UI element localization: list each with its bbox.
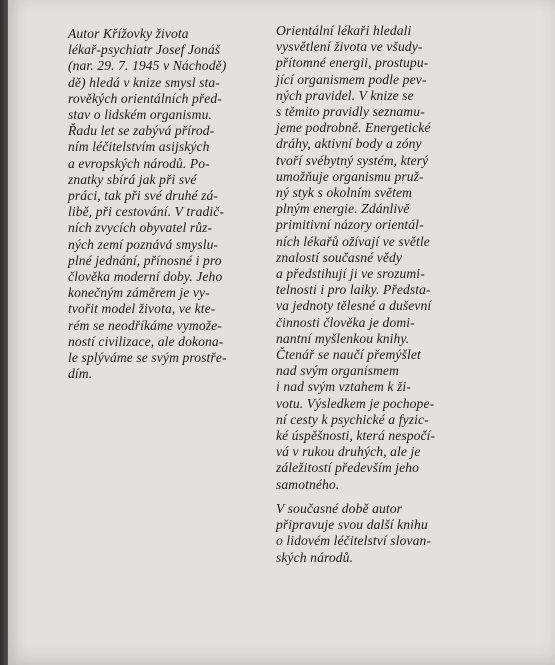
text-line: Čtenář se naučí přemýšlet <box>276 347 421 363</box>
text-line: ké úspěšnosti, která nespočí- <box>276 428 436 444</box>
text-line: jeme podrobně. Energetické <box>276 120 431 136</box>
text-line: ných pravidel. V knize se <box>276 87 414 103</box>
text-line: a evropských národů. Po- <box>68 155 210 171</box>
text-line: ním léčitelstvím asijských <box>68 139 210 155</box>
text-line: primitivní názory orientál- <box>276 217 424 233</box>
text-line: libě, při cestování. V tradič- <box>68 204 225 220</box>
text-line: votu. Výsledkem je pochope- <box>276 395 435 411</box>
paragraph <box>276 347 476 493</box>
text-line: rém se neodříkáme vymože- <box>68 317 222 333</box>
text-line: ný styk s okolním světem <box>276 185 413 201</box>
text-line: konečným záměrem je vy- <box>68 285 210 301</box>
text-line: ností civilizace, ale dokona- <box>68 333 224 349</box>
paragraph <box>276 501 476 566</box>
text-line: umožňuje organismu pruž- <box>276 168 424 184</box>
text-line: práci, tak při své druhé zá- <box>68 188 219 204</box>
text-line: stav o lidském organismu. <box>68 107 212 123</box>
text-line: Orientální lékaři hledali <box>276 23 412 38</box>
text-line: vá v rukou druhých, ale je <box>276 444 421 460</box>
paragraph-gap <box>276 493 476 501</box>
text-line: (nar. 29. 7. 1945 v Náchodě) <box>68 58 227 74</box>
text-line: o lidovém léčitelství slovan- <box>276 533 432 549</box>
text-line: samotného. <box>276 476 340 492</box>
text-line: ních lékařů ožívají ve světle <box>276 233 430 249</box>
text-line: tvořit model života, ve kte- <box>68 301 216 317</box>
text-line: znatky sbírá jak při své <box>68 171 197 187</box>
text-line: vysvětlení života ve všudy- <box>276 39 423 55</box>
text-line: plným energie. Zdánlivě <box>276 201 410 217</box>
text-line: nantní myšlenkou knihy. <box>276 330 410 346</box>
text-line: nad svým organismem <box>276 363 399 379</box>
text-line: plné jednání, přínosné i pro <box>68 252 222 268</box>
text-line: V současné době autor <box>276 500 403 516</box>
paragraph <box>276 23 476 347</box>
text-line: Autor Křížovky života <box>68 26 189 41</box>
text-line: ných zemí poznává smyslu- <box>68 236 219 252</box>
text-line: dráhy, aktivní body a zóny <box>276 136 422 152</box>
text-line: dím. <box>68 366 93 382</box>
text-line: le splýváme se svým prostře- <box>68 350 227 366</box>
text-line: i nad svým vztahem k ži- <box>276 379 411 395</box>
text-line: s těmito pravidly seznamu- <box>276 104 425 120</box>
text-line: telnosti i pro laiky. Předsta- <box>276 282 431 298</box>
text-line: činnosti člověka je domi- <box>276 314 415 330</box>
text-line: a předstihují ji ve srozumi- <box>276 266 425 282</box>
text-line: tvoří svébytný systém, který <box>276 152 429 168</box>
text-line: ských národů. <box>276 549 354 565</box>
text-line: přítomné energii, prostupu- <box>276 55 429 71</box>
book-description-column <box>276 23 476 566</box>
text-line: va jednoty tělesné a duševní <box>276 298 432 314</box>
text-line: ní cesty k psychické a fyzic- <box>276 411 429 427</box>
text-line: lékař-psychiatr Josef Jonáš <box>68 42 221 58</box>
text-line: rověkých orientálních před- <box>68 90 222 106</box>
text-line: Řadu let se zabývá přírod- <box>68 123 215 139</box>
text-line: dě) hledá v knize smysl sta- <box>68 74 220 90</box>
text-line: jící organismem podle pev- <box>276 71 427 87</box>
text-line: připravuje svou další knihu <box>276 517 428 533</box>
text-line: záležitostí především jeho <box>276 460 420 476</box>
text-line: člověka moderní doby. Jeho <box>68 269 223 285</box>
text-line: znalostí současné vědy <box>276 249 403 265</box>
text-line: ních zvycích obyvatel růz- <box>68 220 213 236</box>
book-back-cover <box>8 0 555 665</box>
author-bio-column <box>68 26 268 382</box>
